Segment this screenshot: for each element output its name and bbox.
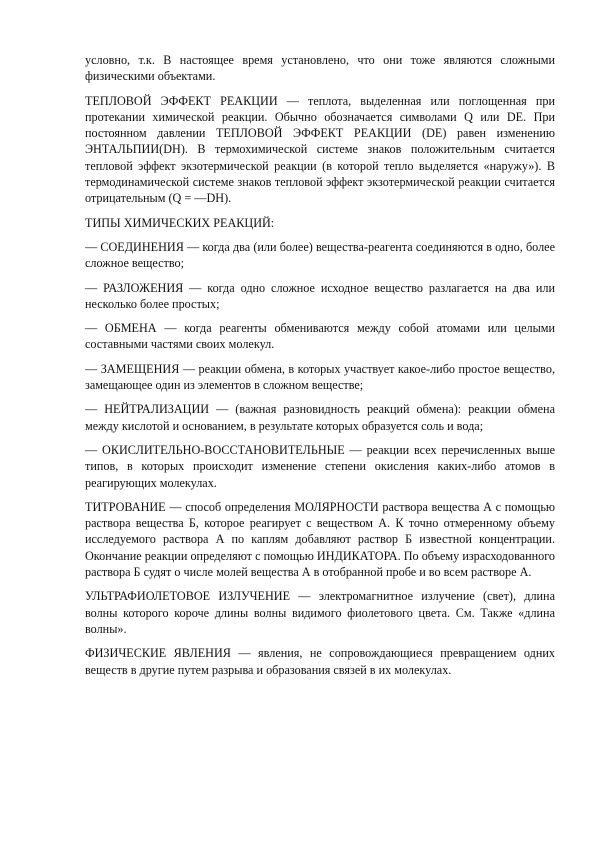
paragraph-continuation: условно, т.к. В настоящее время установлено, что они тоже являются сложными физическими объектами.: [85, 53, 555, 84]
paragraph-substitution: — ЗАМЕЩЕНИЯ — реакции обмена, в которых участвует какое-либо простое вещество, замещающее один из элементов в сложном веществе;: [85, 361, 555, 393]
paragraph-ultraviolet: УЛЬТРАФИОЛЕТОВОЕ ИЗЛУЧЕНИЕ — электромагнитное излучение (свет), длина волны которого короче длины волны видимого фиолетового цвета. См. Также «длина волны».: [85, 589, 555, 636]
paragraph-titration: ТИТРОВАНИЕ — способ определения МОЛЯРНОСТИ раствора вещества А с помощью раствора вещества Б, которое реагирует с веществом А. К точно отмеренному объему исследуемого раствора А по каплям добавляют раствор Б известной концентрации. Окончание реакции определяют с помощью ИНДИКАТОРА. По объему израсходованного раствора Б судят о числе молей вещества А в отобранной пробе и во всем растворе А.: [85, 499, 555, 580]
paragraph-redox: — ОКИСЛИТЕЛЬНО-ВОССТАНОВИТЕЛЬНЫЕ — реакции всех перечисленных выше типов, в которых происходит изменение степени окисления каких-либо атомов в реагирующих молекулах.: [85, 442, 555, 490]
paragraph-physical-phenomena: ФИЗИЧЕСКИЕ ЯВЛЕНИЯ — явления, не сопровождающиеся превращением одних веществ в другие путем разрыва и образования связей в их молекулах.: [85, 646, 555, 677]
paragraph-neutralization: — НЕЙТРАЛИЗАЦИИ — (важная разновидность реакций обмена): реакции обмена между кислотой и основанием, в результате которых образуется соль и вода;: [85, 402, 555, 433]
paragraph-reaction-types-heading: ТИПЫ ХИМИЧЕСКИХ РЕАКЦИЙ:: [85, 215, 275, 230]
paragraph-decomposition: — РАЗЛОЖЕНИЯ — когда одно сложное исходное вещество разлагается на два или несколько более простых;: [85, 280, 555, 311]
paragraph-combination: — СОЕДИНЕНИЯ — когда два (или более) вещества-реагента соединяются в одно, более сложное вещество;: [85, 239, 555, 271]
paragraph-heat-effect: ТЕПЛОВОЙ ЭФФЕКТ РЕАКЦИИ — теплота, выделенная или поглощенная при протекании химической реакции. Обычно обозначается символами Q или DE. При постоянном давлении ТЕПЛОВОЙ ЭФФЕКТ РЕАКЦИИ (DE) равен изменению ЭНТАЛЬПИИ(DH). В термохимической системе знаков положительным считается тепловой эффект экзотермической реакции (в которой тепло выделяется «наружу»). В термодинамической системе знаков тепловой эффект экзотермической реакции считается отрицательным (Q = —DH).: [85, 93, 555, 206]
paragraph-exchange: — ОБМЕНА — когда реагенты обмениваются между собой атомами или целыми составными частями своих молекул.: [85, 321, 555, 352]
document-page: [85, 52, 555, 686]
